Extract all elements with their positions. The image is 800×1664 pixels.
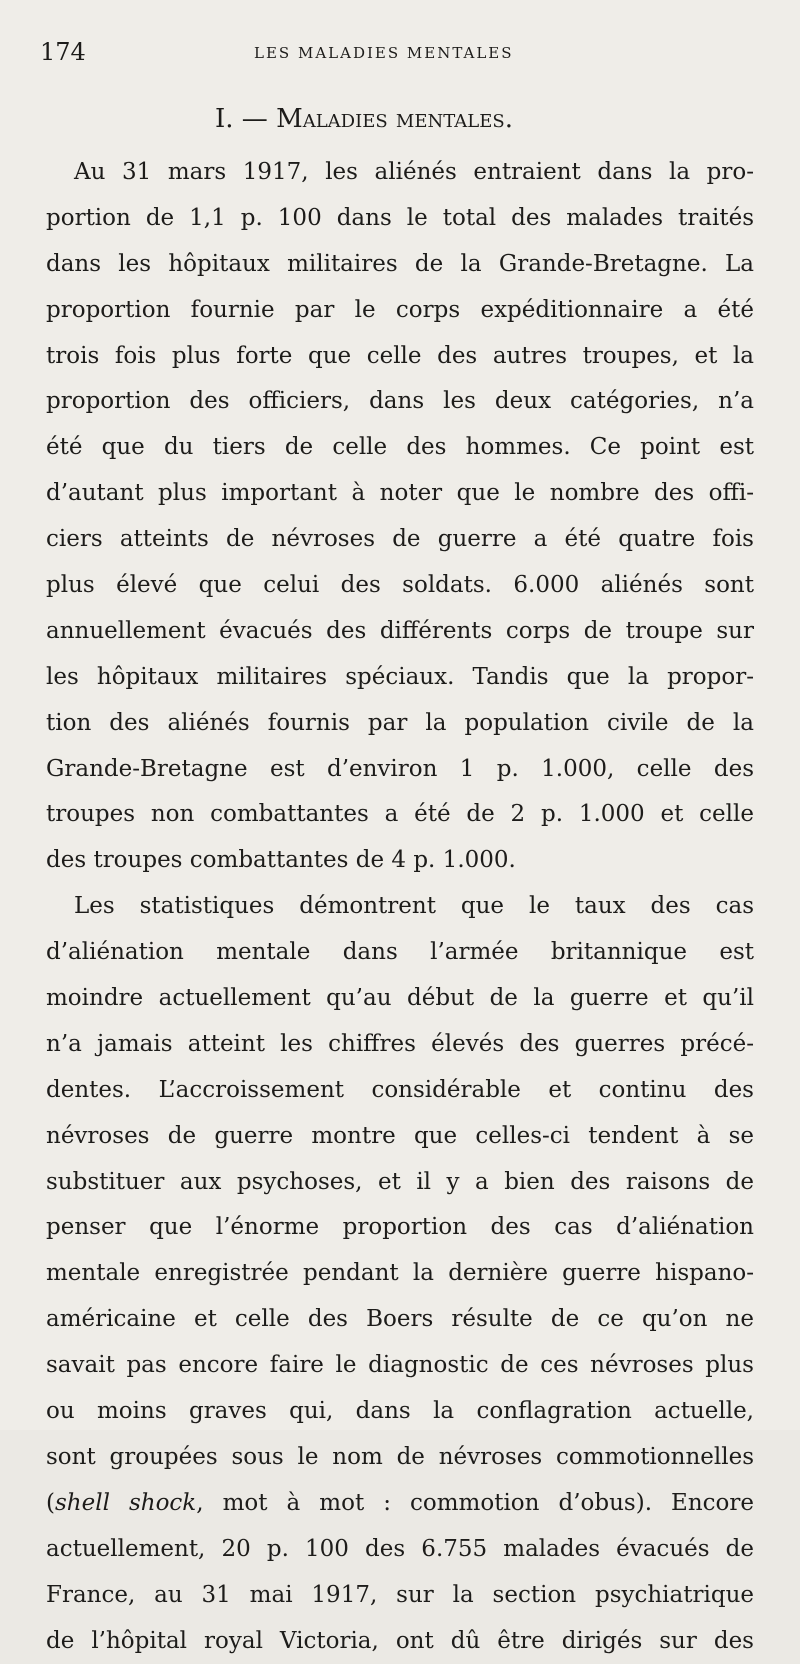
text-line: des troupes combattantes de 4 p. 1.000. [46,838,754,884]
text-line: troupes non combattantes a été de 2 p. 1.000 et celle [46,792,754,838]
text-line: été que du tiers de celle des hommes. Ce point est [46,425,754,471]
text-line: dentes. L’accroissement considérable et continu des [46,1068,754,1114]
text-line: Grande-Bretagne est d’environ 1 p. 1.000, celle des [46,747,754,793]
text-line: ou moins graves qui, dans la conflagration actuelle, [46,1389,754,1435]
text-line: annuellement évacués des différents corps de troupe sur [46,609,754,655]
text-line: proportion fournie par le corps expéditionnaire a été [46,288,754,334]
text-line: américaine et celle des Boers résulte de ce qu’on ne [46,1297,754,1343]
section-number: I. — [215,104,268,134]
text-line: France, au 31 mai 1917, sur la section psychiatrique [46,1573,754,1619]
text-line: savait pas encore faire le diagnostic de ces névroses plus [46,1343,754,1389]
section-heading [215,102,513,136]
text-line: tion des aliénés fournis par la population civile de la [46,701,754,747]
text-line: mentale enregistrée pendant la dernière guerre hispano- [46,1251,754,1297]
text-line: proportion des officiers, dans les deux catégories, n’a [46,379,754,425]
text-line: trois fois plus forte que celle des autres troupes, et la [46,334,754,380]
body-text [46,150,754,1664]
italic-term: shell shock [55,1490,196,1516]
running-title: LES MALADIES MENTALES [254,40,514,66]
running-head [40,36,760,68]
text-line: actuellement, 20 p. 100 des 6.755 malades évacués de [46,1527,754,1573]
text-line: d’aliénation mentale dans l’armée britannique est [46,930,754,976]
text-line: dans les hôpitaux militaires de la Grande-Bretagne. La [46,242,754,288]
text-line: plus élevé que celui des soldats. 6.000 aliénés sont [46,563,754,609]
text-line: n’a jamais atteint les chiffres élevés des guerres précé- [46,1022,754,1068]
text-line-shell-shock [46,1481,754,1527]
section-title: Maladies mentales. [276,104,513,134]
text-line: Les statistiques démontrent que le taux des cas [46,884,754,930]
text-line: ciers atteints de névroses de guerre a été quatre fois [46,517,754,563]
text-line: Au 31 mars 1917, les aliénés entraient dans la pro- [46,150,754,196]
paren-open: ( [46,1490,55,1516]
text-line: névroses de guerre montre que celles-ci tendent à se [46,1114,754,1160]
text-line: substituer aux psychoses, et il y a bien des raisons de [46,1160,754,1206]
page-number: 174 [40,36,86,68]
text-line: penser que l’énorme proportion des cas d’aliénation [46,1205,754,1251]
text-line: moindre actuellement qu’au début de la guerre et qu’il [46,976,754,1022]
text-line: de l’hôpital royal Victoria, ont dû être dirigés sur des [46,1619,754,1664]
text-line: d’autant plus important à noter que le nombre des offi- [46,471,754,517]
line-remainder: , mot à mot : commotion d’obus). Encore [196,1490,754,1516]
text-line: sont groupées sous le nom de névroses commotionnelles [46,1435,754,1481]
text-line: portion de 1,1 p. 100 dans le total des malades traités [46,196,754,242]
text-line: les hôpitaux militaires spéciaux. Tandis que la propor- [46,655,754,701]
